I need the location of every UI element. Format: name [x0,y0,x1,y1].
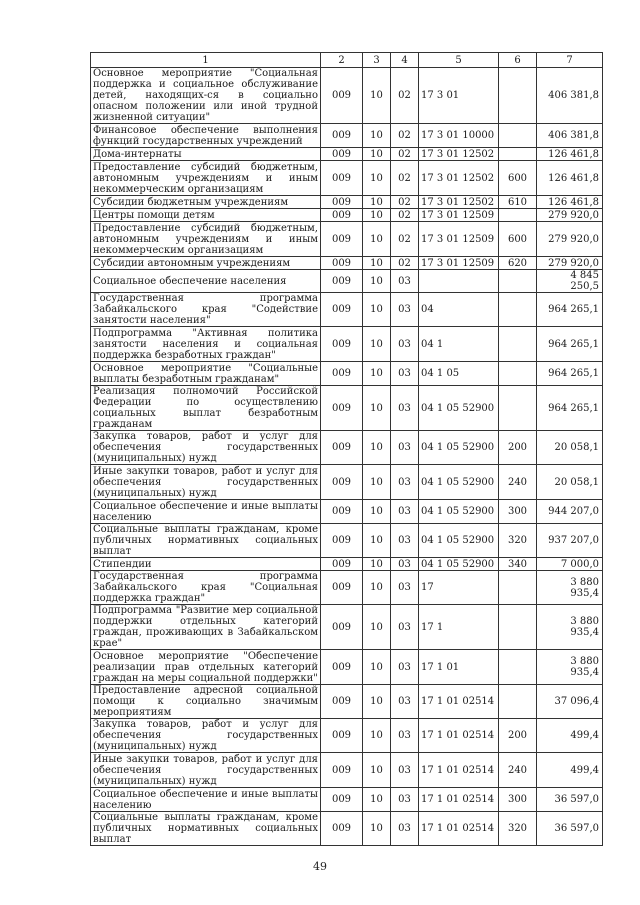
cell-section: 10 [363,571,391,605]
cell-ministry-code: 009 [321,293,363,327]
cell-target-article: 17 1 01 02514 [419,753,499,788]
budget-table [90,52,603,846]
cell-target-article: 17 1 [419,605,499,650]
cell-expense-type: 200 [499,431,537,465]
table-row [91,68,603,124]
table-row [91,196,603,209]
cell-ministry-code: 009 [321,571,363,605]
cell-target-article [419,270,499,293]
document-page [90,52,602,846]
cell-ministry-code: 009 [321,270,363,293]
cell-expense-type [499,270,537,293]
cell-expense-type: 300 [499,500,537,524]
cell-subsection: 03 [391,558,419,571]
cell-section: 10 [363,558,391,571]
table-row [91,124,603,148]
header-col-7: 7 [537,53,603,68]
table-row [91,362,603,386]
cell-target-article: 17 1 01 [419,650,499,685]
cell-ministry-code: 009 [321,788,363,812]
cell-name: Основное мероприятие "Социальные выплаты безработным гражданам" [91,362,321,386]
cell-amount: 4 845 250,5 [537,270,603,293]
cell-name: Государственная программа Забайкальского края "Содействие занятости населения" [91,293,321,327]
cell-target-article: 17 1 01 02514 [419,812,499,846]
table-row [91,524,603,558]
cell-amount: 964 265,1 [537,293,603,327]
cell-subsection: 02 [391,124,419,148]
cell-section: 10 [363,753,391,788]
table-header [91,53,603,68]
cell-ministry-code: 009 [321,68,363,124]
cell-target-article: 04 1 05 52900 [419,500,499,524]
cell-subsection: 03 [391,719,419,753]
cell-ministry-code: 009 [321,500,363,524]
cell-name: Государственная программа Забайкальского края "Социальная поддержка граждан" [91,571,321,605]
cell-target-article: 17 1 01 02514 [419,685,499,719]
table-row [91,327,603,362]
cell-ministry-code: 009 [321,257,363,270]
cell-expense-type: 240 [499,465,537,500]
cell-ministry-code: 009 [321,161,363,196]
cell-amount: 3 880 935,4 [537,605,603,650]
cell-section: 10 [363,209,391,222]
header-col-2: 2 [321,53,363,68]
table-row [91,558,603,571]
cell-section: 10 [363,68,391,124]
cell-amount: 406 381,8 [537,124,603,148]
cell-name: Подпрограмма "Развитие мер социальной поддержки отдельных категорий граждан, проживающих в Забайкальском крае" [91,605,321,650]
header-col-4: 4 [391,53,419,68]
cell-section: 10 [363,812,391,846]
cell-target-article: 17 3 01 [419,68,499,124]
cell-expense-type: 200 [499,719,537,753]
cell-target-article: 17 3 01 12509 [419,222,499,257]
cell-expense-type: 600 [499,161,537,196]
table-row [91,812,603,846]
cell-section: 10 [363,196,391,209]
cell-target-article: 04 1 05 52900 [419,558,499,571]
cell-subsection: 03 [391,500,419,524]
cell-name: Субсидии автономным учреждениям [91,257,321,270]
table-row [91,465,603,500]
table-row [91,386,603,431]
cell-target-article: 17 3 01 12502 [419,196,499,209]
cell-amount: 20 058,1 [537,431,603,465]
cell-name: Предоставление адресной социальной помощи к социально значимым мероприятиям [91,685,321,719]
cell-subsection: 03 [391,812,419,846]
cell-expense-type: 320 [499,812,537,846]
cell-amount: 7 000,0 [537,558,603,571]
cell-section: 10 [363,788,391,812]
cell-ministry-code: 009 [321,812,363,846]
table-row [91,222,603,257]
cell-subsection: 02 [391,222,419,257]
cell-target-article: 17 3 01 12502 [419,161,499,196]
cell-subsection: 03 [391,650,419,685]
cell-amount: 20 058,1 [537,465,603,500]
cell-target-article: 17 3 01 12509 [419,257,499,270]
cell-subsection: 02 [391,161,419,196]
cell-ministry-code: 009 [321,719,363,753]
cell-expense-type [499,650,537,685]
cell-subsection: 03 [391,270,419,293]
cell-section: 10 [363,650,391,685]
table-row [91,148,603,161]
table-row [91,605,603,650]
cell-subsection: 02 [391,257,419,270]
cell-section: 10 [363,362,391,386]
cell-subsection: 03 [391,293,419,327]
cell-name: Предоставление субсидий бюджетным, автономным учреждениям и иным некоммерческим организациям [91,222,321,257]
cell-amount: 406 381,8 [537,68,603,124]
cell-target-article: 04 1 05 52900 [419,431,499,465]
cell-section: 10 [363,293,391,327]
cell-name: Центры помощи детям [91,209,321,222]
cell-section: 10 [363,719,391,753]
table-row [91,293,603,327]
cell-target-article: 04 1 05 [419,362,499,386]
cell-name: Субсидии бюджетным учреждениям [91,196,321,209]
cell-name: Основное мероприятие "Социальная поддержка и социальное обслуживание детей, находящих-ся в социально опасном положении или иной трудной жизненной ситуации" [91,68,321,124]
cell-ministry-code: 009 [321,362,363,386]
cell-name: Реализация полномочий Российской Федерации по осуществлению социальных выплат безработным гражданам [91,386,321,431]
cell-ministry-code: 009 [321,327,363,362]
cell-section: 10 [363,124,391,148]
cell-section: 10 [363,524,391,558]
cell-expense-type [499,685,537,719]
cell-section: 10 [363,431,391,465]
cell-target-article: 17 3 01 10000 [419,124,499,148]
cell-target-article: 17 [419,571,499,605]
cell-subsection: 03 [391,571,419,605]
cell-amount: 3 880 935,4 [537,571,603,605]
cell-subsection: 03 [391,524,419,558]
cell-name: Предоставление субсидий бюджетным, автономным учреждениям и иным некоммерческим организациям [91,161,321,196]
header-col-6: 6 [499,53,537,68]
table-row [91,161,603,196]
cell-expense-type [499,68,537,124]
cell-name: Основное мероприятие "Обеспечение реализации прав отдельных категорий граждан на меры социальной поддержки" [91,650,321,685]
cell-amount: 279 920,0 [537,257,603,270]
cell-name: Закупка товаров, работ и услуг для обеспечения государственных (муниципальных) нужд [91,719,321,753]
cell-subsection: 02 [391,148,419,161]
cell-subsection: 03 [391,685,419,719]
cell-subsection: 03 [391,788,419,812]
cell-target-article: 04 [419,293,499,327]
cell-ministry-code: 009 [321,465,363,500]
cell-target-article: 04 1 05 52900 [419,524,499,558]
cell-name: Социальное обеспечение и иные выплаты населению [91,500,321,524]
cell-ministry-code: 009 [321,148,363,161]
cell-expense-type: 610 [499,196,537,209]
table-row [91,270,603,293]
header-row [91,53,603,68]
cell-expense-type: 620 [499,257,537,270]
cell-target-article: 17 1 01 02514 [419,788,499,812]
cell-amount: 499,4 [537,753,603,788]
cell-section: 10 [363,500,391,524]
cell-subsection: 02 [391,68,419,124]
cell-amount: 279 920,0 [537,222,603,257]
page-number: 49 [313,860,327,873]
cell-ministry-code: 009 [321,605,363,650]
table-row [91,431,603,465]
cell-name: Социальные выплаты гражданам, кроме публичных нормативных социальных выплат [91,812,321,846]
cell-name: Иные закупки товаров, работ и услуг для обеспечения государственных (муниципальных) нужд [91,465,321,500]
cell-expense-type [499,386,537,431]
table-row [91,753,603,788]
table-row [91,500,603,524]
cell-expense-type [499,209,537,222]
cell-name: Закупка товаров, работ и услуг для обеспечения государственных (муниципальных) нужд [91,431,321,465]
table-row [91,685,603,719]
cell-expense-type: 240 [499,753,537,788]
header-col-5: 5 [419,53,499,68]
cell-subsection: 03 [391,362,419,386]
cell-section: 10 [363,386,391,431]
cell-amount: 964 265,1 [537,362,603,386]
cell-section: 10 [363,270,391,293]
header-col-3: 3 [363,53,391,68]
cell-expense-type [499,571,537,605]
cell-target-article: 04 1 05 52900 [419,386,499,431]
cell-amount: 499,4 [537,719,603,753]
cell-expense-type: 600 [499,222,537,257]
cell-amount: 126 461,8 [537,196,603,209]
cell-amount: 279 920,0 [537,209,603,222]
cell-amount: 37 096,4 [537,685,603,719]
cell-section: 10 [363,257,391,270]
cell-name: Социальное обеспечение населения [91,270,321,293]
cell-ministry-code: 009 [321,222,363,257]
cell-ministry-code: 009 [321,558,363,571]
cell-subsection: 03 [391,753,419,788]
cell-subsection: 03 [391,327,419,362]
cell-ministry-code: 009 [321,386,363,431]
cell-amount: 964 265,1 [537,386,603,431]
cell-name: Иные закупки товаров, работ и услуг для обеспечения государственных (муниципальных) нужд [91,753,321,788]
table-row [91,209,603,222]
cell-section: 10 [363,327,391,362]
table-body [91,68,603,846]
cell-amount: 36 597,0 [537,788,603,812]
cell-subsection: 03 [391,605,419,650]
cell-ministry-code: 009 [321,209,363,222]
cell-amount: 964 265,1 [537,327,603,362]
table-row [91,257,603,270]
cell-subsection: 03 [391,386,419,431]
cell-name: Финансовое обеспечение выполнения функций государственных учреждений [91,124,321,148]
cell-expense-type [499,605,537,650]
cell-name: Социальные выплаты гражданам, кроме публичных нормативных социальных выплат [91,524,321,558]
cell-ministry-code: 009 [321,524,363,558]
table-row [91,650,603,685]
cell-expense-type [499,327,537,362]
cell-amount: 126 461,8 [537,161,603,196]
cell-amount: 126 461,8 [537,148,603,161]
cell-expense-type: 300 [499,788,537,812]
cell-target-article: 17 1 01 02514 [419,719,499,753]
cell-target-article: 04 1 [419,327,499,362]
header-col-1: 1 [91,53,321,68]
cell-subsection: 03 [391,465,419,500]
cell-expense-type [499,124,537,148]
cell-name: Дома-интернаты [91,148,321,161]
cell-section: 10 [363,465,391,500]
cell-expense-type [499,362,537,386]
cell-section: 10 [363,148,391,161]
cell-expense-type [499,148,537,161]
cell-section: 10 [363,605,391,650]
table-row [91,571,603,605]
cell-ministry-code: 009 [321,196,363,209]
cell-section: 10 [363,222,391,257]
cell-ministry-code: 009 [321,124,363,148]
cell-name: Стипендии [91,558,321,571]
cell-ministry-code: 009 [321,650,363,685]
cell-name: Социальное обеспечение и иные выплаты населению [91,788,321,812]
cell-amount: 36 597,0 [537,812,603,846]
cell-expense-type: 320 [499,524,537,558]
cell-expense-type [499,293,537,327]
table-row [91,719,603,753]
cell-target-article: 17 3 01 12502 [419,148,499,161]
cell-name: Подпрограмма "Активная политика занятости населения и социальная поддержка безработных граждан" [91,327,321,362]
cell-subsection: 02 [391,196,419,209]
cell-target-article: 17 3 01 12509 [419,209,499,222]
cell-ministry-code: 009 [321,685,363,719]
cell-amount: 937 207,0 [537,524,603,558]
cell-section: 10 [363,161,391,196]
cell-amount: 944 207,0 [537,500,603,524]
cell-target-article: 04 1 05 52900 [419,465,499,500]
cell-subsection: 02 [391,209,419,222]
cell-ministry-code: 009 [321,753,363,788]
cell-section: 10 [363,685,391,719]
cell-subsection: 03 [391,431,419,465]
cell-ministry-code: 009 [321,431,363,465]
table-row [91,788,603,812]
cell-amount: 3 880 935,4 [537,650,603,685]
cell-expense-type: 340 [499,558,537,571]
